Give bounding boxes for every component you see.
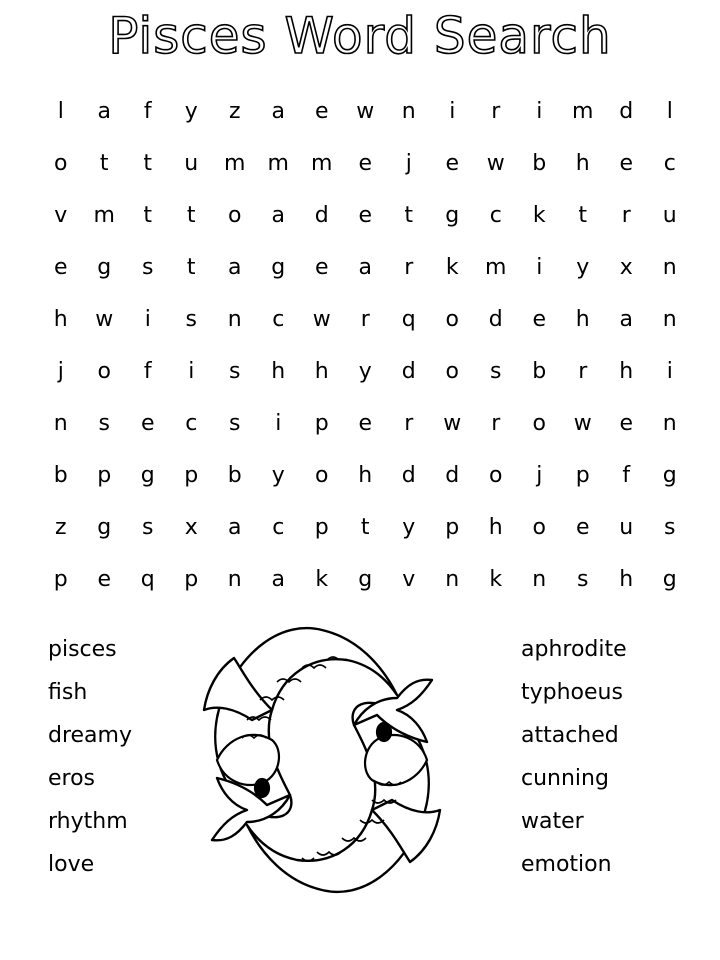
grid-letter: r — [621, 202, 631, 228]
grid-letter: o — [445, 358, 459, 384]
grid-letter: u — [662, 202, 677, 228]
grid-letter: e — [314, 98, 329, 124]
grid-letter: m — [224, 150, 246, 176]
word-item: rhythm — [48, 809, 128, 834]
grid-letter: b — [227, 462, 242, 488]
grid-letter: f — [143, 358, 152, 384]
grid-letter: h — [358, 462, 373, 488]
grid-letter: m — [93, 202, 115, 228]
word-item: dreamy — [48, 723, 132, 748]
grid-letter: w — [312, 306, 331, 332]
grid-letter: c — [489, 202, 502, 228]
fish-eye-left — [255, 779, 269, 797]
grid-letter: m — [485, 254, 507, 280]
grid-letter: t — [578, 202, 588, 228]
grid-letter: p — [97, 462, 112, 488]
word-item: emotion — [521, 852, 612, 877]
grid-letter: i — [536, 98, 543, 124]
grid-letter: g — [97, 514, 112, 540]
grid-letter: k — [445, 254, 459, 280]
grid-letter: s — [98, 410, 110, 436]
grid-letter: y — [576, 254, 590, 280]
grid-letter: d — [445, 462, 460, 488]
grid-letter: m — [267, 150, 289, 176]
grid-letter: x — [184, 514, 198, 540]
grid-letter: t — [360, 514, 370, 540]
grid-letter: y — [271, 462, 285, 488]
grid-letter: w — [356, 98, 375, 124]
grid-letter: n — [662, 410, 677, 436]
grid-letter: r — [491, 98, 501, 124]
grid-letter: b — [532, 150, 547, 176]
grid-letter: w — [443, 410, 462, 436]
grid-letter: g — [662, 462, 677, 488]
grid-letter: c — [272, 514, 285, 540]
grid-letter: y — [184, 98, 198, 124]
grid-letter: a — [619, 306, 633, 332]
grid-letter: o — [445, 306, 459, 332]
two-fish-pisces-icon — [172, 610, 472, 910]
fish-eye-right — [377, 723, 391, 741]
grid-letter: p — [314, 410, 329, 436]
grid-letter: h — [314, 358, 329, 384]
grid-letter: m — [572, 98, 594, 124]
grid-letter: h — [619, 358, 634, 384]
grid-letter: r — [578, 358, 588, 384]
grid-letter: h — [271, 358, 286, 384]
grid-letter: d — [488, 306, 503, 332]
grid-letter: a — [271, 566, 285, 592]
grid-letter: s — [142, 254, 154, 280]
grid-letter: d — [619, 98, 634, 124]
grid-letter: i — [536, 254, 543, 280]
grid-letter: j — [57, 358, 64, 384]
word-item: attached — [521, 723, 619, 748]
word-item: aphrodite — [521, 637, 627, 662]
letter-grid — [39, 85, 692, 605]
grid-letter: v — [402, 566, 416, 592]
word-list-left — [48, 628, 132, 886]
grid-letter: o — [532, 514, 546, 540]
grid-letter: z — [228, 98, 241, 124]
word-item: fish — [48, 680, 88, 705]
grid-letter: t — [186, 202, 196, 228]
grid-letter: n — [227, 306, 242, 332]
grid-letter: d — [401, 358, 416, 384]
grid-letter: r — [360, 306, 370, 332]
grid-letter: s — [229, 358, 241, 384]
grid-letter: g — [662, 566, 677, 592]
grid-letter: k — [532, 202, 546, 228]
grid-letter: s — [664, 514, 676, 540]
grid-letter: h — [488, 514, 503, 540]
word-list-right — [521, 628, 627, 886]
grid-letter: u — [619, 514, 634, 540]
grid-letter: f — [143, 98, 152, 124]
grid-letter: p — [314, 514, 329, 540]
grid-letter: w — [573, 410, 592, 436]
word-item: pisces — [48, 637, 117, 662]
grid-letter: e — [140, 410, 155, 436]
grid-letter: e — [619, 410, 634, 436]
grid-letter: i — [144, 306, 151, 332]
grid-letter: t — [186, 254, 196, 280]
grid-letter: s — [229, 410, 241, 436]
grid-letter: u — [184, 150, 199, 176]
grid-letter: p — [575, 462, 590, 488]
grid-letter: o — [315, 462, 329, 488]
grid-letter: o — [489, 462, 503, 488]
grid-letter: r — [491, 410, 501, 436]
grid-letter: s — [490, 358, 502, 384]
grid-letter: t — [143, 150, 153, 176]
grid-letter: r — [404, 410, 414, 436]
grid-letter: d — [401, 462, 416, 488]
grid-letter: e — [97, 566, 112, 592]
grid-letter: n — [532, 566, 547, 592]
grid-letter: i — [449, 98, 456, 124]
grid-letter: p — [184, 566, 199, 592]
grid-letter: g — [358, 566, 373, 592]
grid-letter: n — [662, 306, 677, 332]
grid-letter: w — [486, 150, 505, 176]
grid-letter: t — [99, 150, 109, 176]
word-item: typhoeus — [521, 680, 623, 705]
grid-letter: r — [404, 254, 414, 280]
grid-letter: c — [272, 306, 285, 332]
word-item: eros — [48, 766, 96, 791]
grid-letter: k — [489, 566, 503, 592]
grid-letter: e — [314, 254, 329, 280]
grid-letter: i — [188, 358, 195, 384]
grid-letter: j — [536, 462, 543, 488]
grid-letter: a — [271, 202, 285, 228]
grid-letter: h — [575, 306, 590, 332]
grid-letter: n — [401, 98, 416, 124]
grid-letter: d — [314, 202, 329, 228]
grid-letter: g — [271, 254, 286, 280]
grid-letter: p — [184, 462, 199, 488]
grid-letter: c — [185, 410, 198, 436]
grid-letter: t — [143, 202, 153, 228]
grid-letter: o — [228, 202, 242, 228]
grid-letter: x — [619, 254, 633, 280]
grid-letter: q — [401, 306, 416, 332]
grid-letter: z — [54, 514, 67, 540]
grid-letter: l — [666, 98, 673, 124]
grid-letter: p — [53, 566, 68, 592]
grid-letter: s — [185, 306, 197, 332]
grid-letter: e — [445, 150, 460, 176]
grid-letter: h — [619, 566, 634, 592]
grid-letter: a — [228, 514, 242, 540]
grid-letter: a — [97, 98, 111, 124]
grid-letter: e — [532, 306, 547, 332]
grid-letter: o — [54, 150, 68, 176]
grid-letter: n — [53, 410, 68, 436]
grid-letter: s — [142, 514, 154, 540]
word-item: love — [48, 852, 95, 877]
grid-letter: t — [404, 202, 414, 228]
grid-letter: e — [619, 150, 634, 176]
grid-letter: a — [358, 254, 372, 280]
page-title: Pisces Word Search — [108, 7, 612, 65]
grid-letter: j — [405, 150, 412, 176]
grid-letter: g — [140, 462, 155, 488]
grid-letter: s — [577, 566, 589, 592]
grid-letter: l — [57, 98, 64, 124]
grid-letter: o — [97, 358, 111, 384]
grid-letter: e — [358, 150, 373, 176]
grid-letter: e — [53, 254, 68, 280]
grid-letter: o — [532, 410, 546, 436]
grid-letter: v — [54, 202, 68, 228]
grid-letter: y — [358, 358, 372, 384]
grid-letter: m — [311, 150, 333, 176]
grid-letter: k — [315, 566, 329, 592]
grid-letter: w — [95, 306, 114, 332]
grid-letter: h — [575, 150, 590, 176]
grid-letter: e — [358, 410, 373, 436]
grid-letter: a — [271, 98, 285, 124]
grid-letter: c — [663, 150, 676, 176]
grid-letter: e — [575, 514, 590, 540]
grid-letter: i — [275, 410, 282, 436]
grid-letter: a — [228, 254, 242, 280]
grid-letter: p — [445, 514, 460, 540]
grid-letter: n — [445, 566, 460, 592]
grid-letter: i — [666, 358, 673, 384]
grid-letter: g — [445, 202, 460, 228]
grid-letter: f — [622, 462, 631, 488]
grid-letter: b — [532, 358, 547, 384]
word-item: water — [521, 809, 584, 834]
word-item: cunning — [521, 766, 609, 791]
grid-letter: h — [53, 306, 68, 332]
grid-letter: q — [140, 566, 155, 592]
grid-letter: n — [227, 566, 242, 592]
grid-letter: b — [53, 462, 68, 488]
grid-letter: y — [402, 514, 416, 540]
grid-letter: g — [97, 254, 112, 280]
grid-letter: n — [662, 254, 677, 280]
grid-letter: e — [358, 202, 373, 228]
